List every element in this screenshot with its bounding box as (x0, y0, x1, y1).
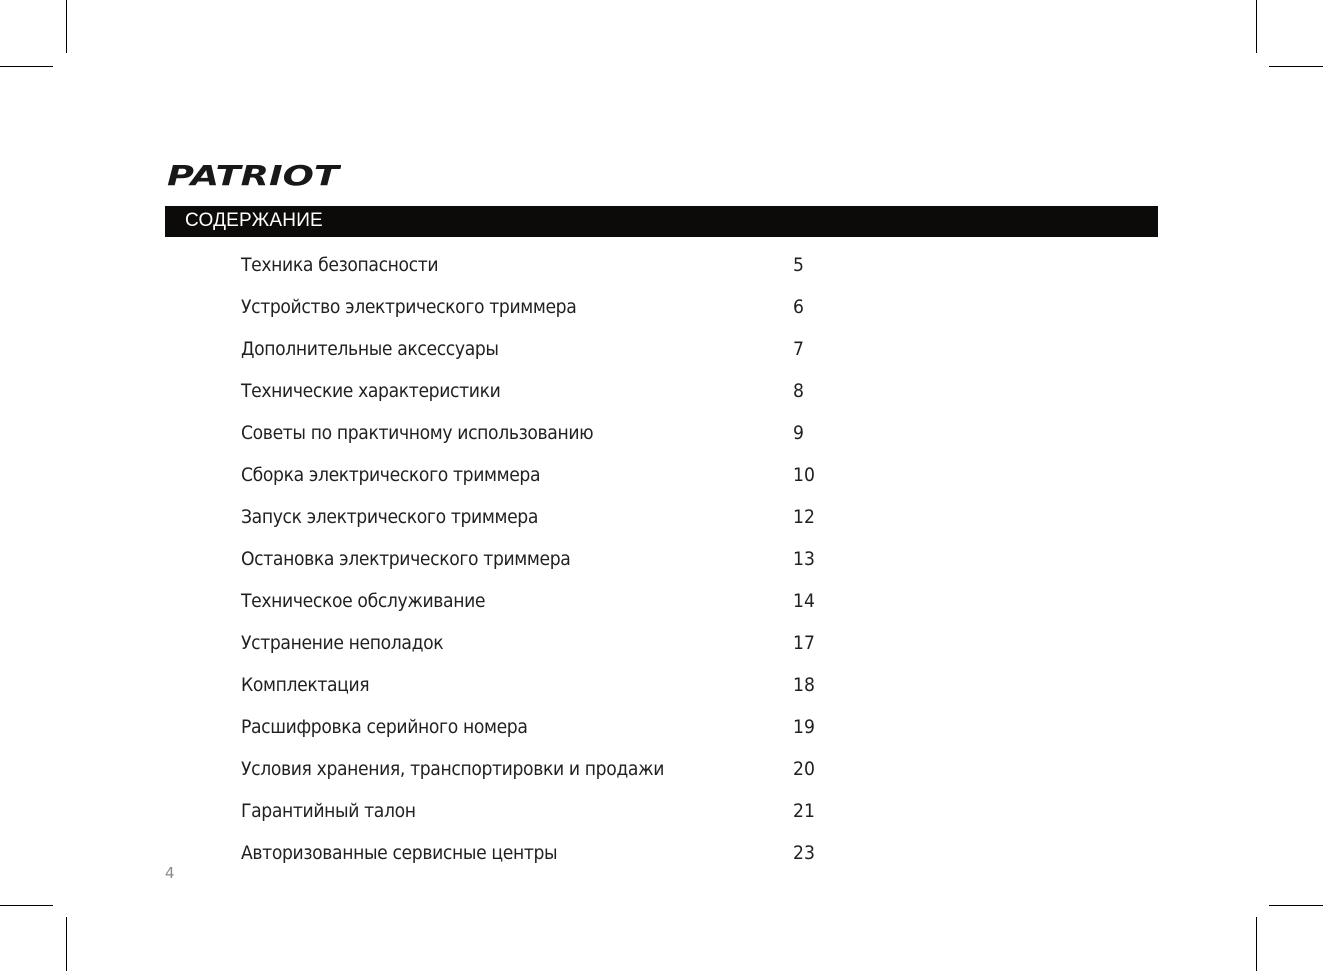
toc-entry[interactable] (241, 252, 841, 294)
page-number: 4 (165, 864, 175, 882)
toc-entry-page: 18 (793, 675, 815, 696)
toc-entry-title: Условия хранения, транспортировки и продажи (241, 759, 665, 780)
svg-text:PATRIOT: PATRIOT (167, 160, 341, 188)
table-of-contents (241, 252, 841, 882)
toc-entry-title: Техническое обслуживание (241, 591, 486, 612)
toc-entry[interactable] (241, 756, 841, 798)
toc-entry-page: 7 (793, 339, 804, 360)
crop-mark-top-left-h (0, 66, 53, 67)
toc-entry-title: Дополнительные аксессуары (241, 339, 499, 360)
crop-mark-bottom-left-h (0, 905, 53, 906)
toc-entry-page: 23 (793, 843, 815, 864)
toc-entry-page: 20 (793, 759, 815, 780)
toc-entry-title: Устройство электрического триммера (241, 297, 577, 318)
toc-entry-title: Технические характеристики (241, 381, 501, 402)
toc-entry-page: 13 (793, 549, 815, 570)
toc-entry-title: Авторизованные сервисные центры (241, 843, 558, 864)
crop-mark-bottom-right-v (1256, 917, 1257, 971)
toc-entry-title: Гарантийный талон (241, 801, 416, 822)
toc-entry[interactable] (241, 336, 841, 378)
crop-mark-bottom-right-h (1269, 905, 1323, 906)
toc-entry[interactable] (241, 630, 841, 672)
patriot-logo (165, 160, 341, 192)
toc-entry[interactable] (241, 798, 841, 840)
toc-entry-page: 21 (793, 801, 815, 822)
toc-entry-title: Техника безопасности (241, 255, 439, 276)
toc-entry[interactable] (241, 462, 841, 504)
toc-entry[interactable] (241, 714, 841, 756)
toc-entry-title: Советы по практичному использованию (241, 423, 594, 444)
toc-entry-title: Сборка электрического триммера (241, 465, 541, 486)
toc-entry-title: Запуск электрического триммера (241, 507, 539, 528)
crop-mark-top-left-v (66, 0, 67, 53)
toc-entry-page: 5 (793, 255, 804, 276)
toc-entry[interactable] (241, 672, 841, 714)
toc-entry-page: 14 (793, 591, 815, 612)
toc-entry[interactable] (241, 840, 841, 882)
toc-entry-title: Остановка электрического триммера (241, 549, 571, 570)
toc-entry-page: 9 (793, 423, 804, 444)
toc-entry-page: 19 (793, 717, 815, 738)
toc-entry[interactable] (241, 378, 841, 420)
toc-entry-page: 17 (793, 633, 815, 654)
toc-entry[interactable] (241, 420, 841, 462)
toc-entry-page: 12 (793, 507, 815, 528)
section-header-bar (165, 206, 1158, 237)
toc-entry[interactable] (241, 504, 841, 546)
crop-mark-bottom-left-v (66, 917, 67, 971)
toc-entry[interactable] (241, 294, 841, 336)
section-title: СОДЕРЖАНИЕ (185, 210, 323, 231)
toc-entry-title: Расшифровка серийного номера (241, 717, 528, 738)
toc-entry-page: 6 (793, 297, 804, 318)
toc-entry[interactable] (241, 588, 841, 630)
crop-mark-top-right-h (1269, 66, 1323, 67)
toc-entry-page: 8 (793, 381, 804, 402)
toc-entry-title: Устранение неполадок (241, 633, 444, 654)
toc-entry-title: Комплектация (241, 675, 370, 696)
toc-entry[interactable] (241, 546, 841, 588)
crop-mark-top-right-v (1256, 0, 1257, 53)
toc-entry-page: 10 (793, 465, 815, 486)
